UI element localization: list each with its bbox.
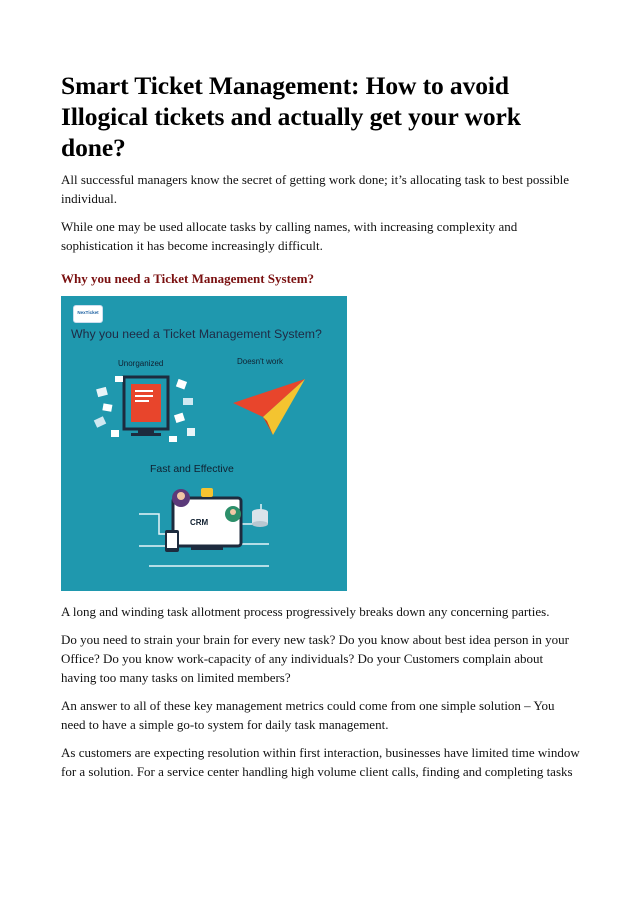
- logo-badge: [73, 305, 103, 323]
- document-page: [61, 70, 581, 781]
- section-heading: Why you need a Ticket Management System?: [61, 271, 315, 286]
- intro-paragraph-2: While one may be used allocate tasks by calling names, with increasing complexity and sophistication it has become increasingly difficult.: [61, 219, 518, 253]
- body-paragraph-3: An answer to all of these key management metrics could come from one simple solution – You need to have a simple go-to system for daily task management.: [61, 698, 555, 732]
- article-title: Smart Ticket Management: How to avoid Illogical tickets and actually get your work done?: [61, 71, 521, 162]
- figure-heading: Why you need a Ticket Management System?: [71, 327, 322, 341]
- infographic-image: [61, 296, 347, 591]
- body-paragraph-1: A long and winding task allotment process progressively breaks down any concerning parties.: [61, 604, 550, 619]
- label-fast-effective: Fast and Effective: [150, 463, 234, 475]
- body-paragraph-2: Do you need to strain your brain for every new task? Do you know about best idea person in your Office? Do you know work-capacity of any individuals? Do your Customers complain about having too many tasks on limited members?: [61, 632, 569, 685]
- label-doesnt-work: Doesn't work: [237, 357, 283, 366]
- logo-text: NexTicket: [77, 310, 99, 315]
- body-paragraph-4: As customers are expecting resolution within first interaction, businesses have limited time window for a solution. For a service center handling high volume client calls, finding and completing tasks: [61, 745, 580, 779]
- label-unorganized: Unorganized: [118, 359, 164, 368]
- intro-paragraph-1: All successful managers know the secret of getting work done; it’s allocating task to best possible individual.: [61, 172, 569, 206]
- label-crm: CRM: [190, 518, 209, 527]
- scattered-documents-icon: [91, 374, 201, 454]
- paper-plane-icon: [229, 373, 309, 443]
- crm-network-icon: [129, 484, 279, 574]
